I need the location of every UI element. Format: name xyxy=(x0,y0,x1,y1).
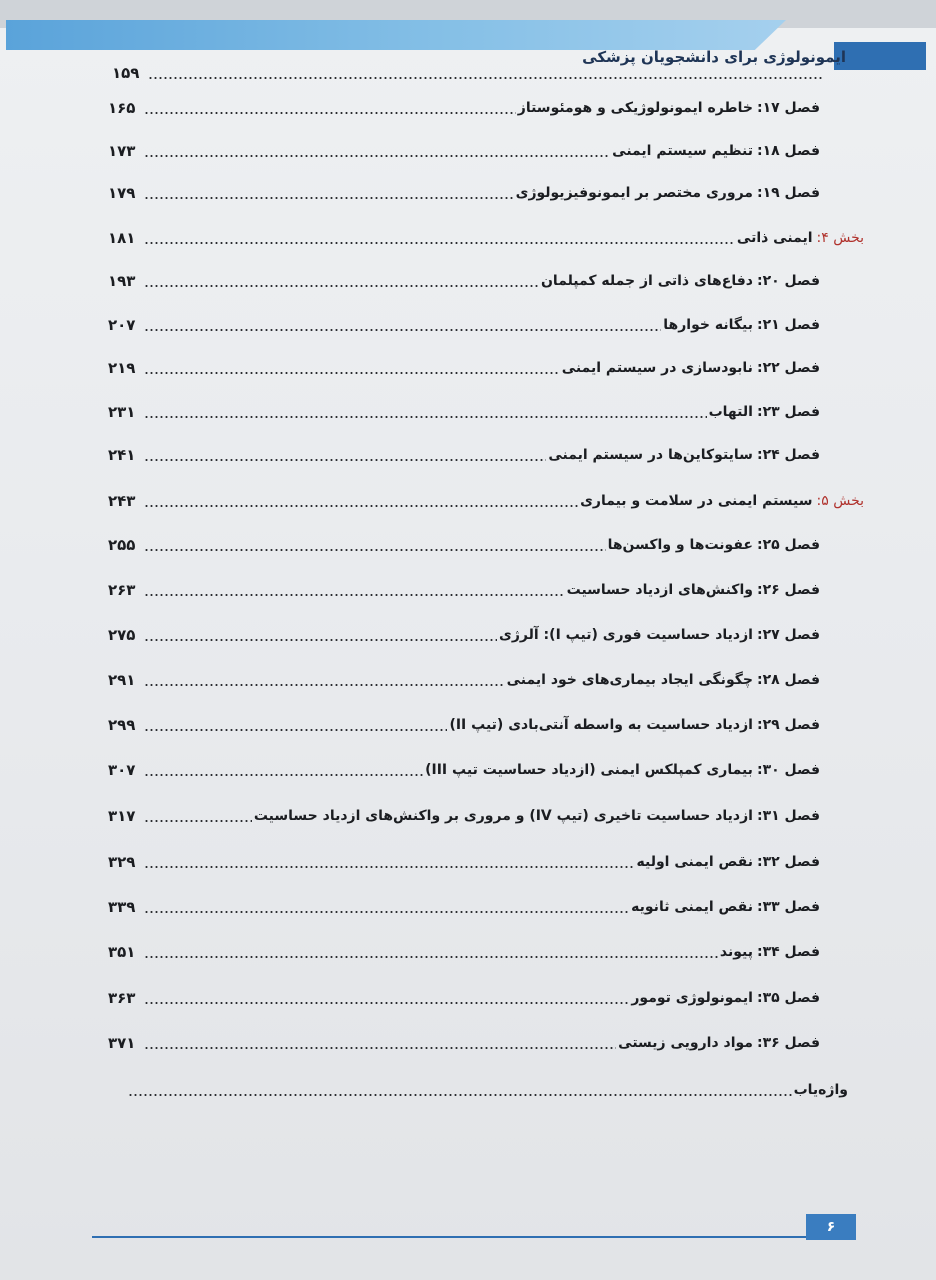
toc-title-text: التهاب xyxy=(708,404,753,420)
toc-row xyxy=(108,849,820,875)
dot-leader xyxy=(144,639,497,641)
toc-title xyxy=(548,447,820,463)
toc-row xyxy=(108,939,820,965)
dot-leader xyxy=(148,77,822,79)
toc-page-number: ۳۵۱ xyxy=(108,943,136,961)
toc-title xyxy=(541,273,820,289)
dot-leader xyxy=(144,285,539,287)
toc-title-text: ازدیاد حساسیت تاخیری (تیپ IV) و مروری بر واکنش‌های ازدیاد حساسیت xyxy=(253,808,753,824)
toc-title-text: خاطره ایمونولوژیکی و هومئوستاز xyxy=(517,100,753,116)
chapter-label: فصل ۱۸: xyxy=(756,143,820,159)
toc-page-number: ۳۲۹ xyxy=(108,853,136,871)
toc-row xyxy=(108,312,820,338)
toc-title xyxy=(631,990,820,1006)
toc-title xyxy=(516,185,820,201)
toc-row xyxy=(108,399,820,425)
part-label: بخش ۴: xyxy=(816,230,864,246)
toc-title-text: سیستم ایمنی در سلامت و بیماری xyxy=(580,493,813,509)
toc-row xyxy=(108,1030,820,1056)
toc-title-text: ازدیاد حساسیت به واسطه آنتی‌بادی (تیپ II) xyxy=(449,717,753,733)
toc-page-number: ۳۶۳ xyxy=(108,989,136,1007)
toc-title xyxy=(709,404,820,420)
book-title: ایمونولوژی برای دانشجویان پزشکی xyxy=(582,48,846,66)
dot-leader xyxy=(144,956,718,958)
chapter-label: فصل ۲۶: xyxy=(756,582,820,598)
dot-leader xyxy=(144,594,565,596)
toc-page-number: ۲۳۱ xyxy=(108,403,136,421)
chapter-label: فصل ۳۲: xyxy=(756,854,820,870)
toc-page-number: ۱۹۳ xyxy=(108,272,136,290)
toc-title xyxy=(449,717,820,733)
toc-title xyxy=(618,1035,820,1051)
toc-row xyxy=(108,95,820,121)
toc-title-text: عفونت‌ها و واکسن‌ها xyxy=(607,537,753,553)
toc-title xyxy=(608,537,820,553)
toc-title-text: مروری مختصر بر ایمونوفیزیولوژی xyxy=(515,185,753,201)
toc-title xyxy=(567,582,820,598)
toc-title-text: ایمنی ذاتی xyxy=(736,230,813,246)
toc-title xyxy=(631,899,820,915)
chapter-label: فصل ۳۳: xyxy=(756,899,820,915)
dot-leader xyxy=(144,684,505,686)
toc-page-number: ۲۱۹ xyxy=(108,359,136,377)
toc-title xyxy=(580,493,864,509)
toc-title xyxy=(518,100,820,116)
toc-title-text: نقص ایمنی ثانویه xyxy=(631,899,753,915)
toc-title-text: ایمونولوژی تومور xyxy=(631,990,753,1006)
toc-page-number: ۱۸۱ xyxy=(108,229,136,247)
chapter-label: فصل ۲۷: xyxy=(756,627,820,643)
toc-page-number: ۱۷۳ xyxy=(108,142,136,160)
toc-row xyxy=(108,532,820,558)
dot-leader xyxy=(144,112,516,114)
dot-leader xyxy=(144,1047,616,1049)
dot-leader xyxy=(144,197,514,199)
chapter-label: فصل ۲۲: xyxy=(756,360,820,376)
toc-title-text: نقص ایمنی اولیه xyxy=(636,854,753,870)
toc-title-text: سایتوکاین‌ها در سیستم ایمنی xyxy=(548,447,753,463)
chapter-label: فصل ۲۵: xyxy=(756,537,820,553)
toc-row xyxy=(108,803,820,829)
toc-title xyxy=(507,672,820,688)
toc-title xyxy=(425,762,820,778)
dot-leader xyxy=(144,866,634,868)
toc-row xyxy=(108,667,820,693)
toc-page-number: ۲۴۳ xyxy=(108,492,136,510)
part-label: بخش ۵: xyxy=(816,493,864,509)
chapter-label: فصل ۲۰: xyxy=(756,273,820,289)
chapter-label: فصل ۲۴: xyxy=(756,447,820,463)
dot-leader xyxy=(144,459,546,461)
toc-row xyxy=(108,442,820,468)
toc-title-text: ازدیاد حساسیت فوری (تیپ I): آلرژی xyxy=(499,627,753,643)
toc-row xyxy=(108,268,820,294)
toc-title xyxy=(562,360,820,376)
toc-title-text: واکنش‌های ازدیاد حساسیت xyxy=(566,582,753,598)
chapter-label: فصل ۳۴: xyxy=(756,944,820,960)
chapter-label: فصل ۲۹: xyxy=(756,717,820,733)
dot-leader xyxy=(144,416,707,418)
toc-page-number: ۱۷۹ xyxy=(108,184,136,202)
dot-leader xyxy=(144,729,447,731)
toc-page-number: ۱۵۹ xyxy=(112,64,140,82)
toc-title-text: پیوند xyxy=(719,944,753,960)
toc-row xyxy=(108,985,820,1011)
dot-leader xyxy=(144,372,560,374)
dot-leader xyxy=(144,505,578,507)
dot-leader xyxy=(144,774,423,776)
chapter-label: فصل ۲۱: xyxy=(756,317,820,333)
toc-title-text: بیماری کمپلکس ایمنی (ازدیاد حساسیت تیپ III) xyxy=(425,762,753,778)
toc-title-text: واژه‌یاب xyxy=(793,1082,848,1098)
dot-leader xyxy=(144,820,252,822)
toc-part-row xyxy=(108,225,864,251)
toc-page-number: ۳۱۷ xyxy=(108,807,136,825)
toc-title-text: بیگانه خوارها xyxy=(663,317,753,333)
toc-row xyxy=(112,60,824,86)
dot-leader xyxy=(144,911,629,913)
dot-leader xyxy=(144,1002,629,1004)
chapter-label: فصل ۱۹: xyxy=(756,185,820,201)
toc-row xyxy=(108,180,820,206)
toc-row xyxy=(108,622,820,648)
dot-leader xyxy=(128,1094,792,1096)
toc-page-number: ۱۶۵ xyxy=(108,99,136,117)
toc-part-row xyxy=(92,1077,848,1103)
toc-title-text: چگونگی ایجاد بیماری‌های خود ایمنی xyxy=(506,672,753,688)
toc-title xyxy=(720,944,820,960)
toc-page-number: ۳۳۹ xyxy=(108,898,136,916)
toc-row xyxy=(108,577,820,603)
toc-row xyxy=(108,355,820,381)
toc-page-number: ۲۰۷ xyxy=(108,316,136,334)
footer-line xyxy=(92,1236,808,1238)
dot-leader xyxy=(144,329,661,331)
toc-title xyxy=(737,230,864,246)
toc-title xyxy=(499,627,820,643)
toc-title-text: مواد دارویی زیستی xyxy=(618,1035,753,1051)
toc-title-text: دفاع‌های ذاتی از جمله کمپلمان xyxy=(540,273,753,289)
toc-title-text: نابودسازی در سیستم ایمنی xyxy=(561,360,753,376)
toc-page-number: ۳۰۷ xyxy=(108,761,136,779)
dot-leader xyxy=(144,549,606,551)
toc-title-text: تنظیم سیستم ایمنی xyxy=(612,143,753,159)
page-number: ۶ xyxy=(806,1214,856,1240)
toc-page-number: ۲۹۱ xyxy=(108,671,136,689)
toc-row xyxy=(108,757,820,783)
chapter-label: فصل ۱۷: xyxy=(756,100,820,116)
chapter-label: فصل ۳۶: xyxy=(756,1035,820,1051)
toc-page-number: ۲۵۵ xyxy=(108,536,136,554)
toc-row xyxy=(108,894,820,920)
toc-page-number: ۳۷۱ xyxy=(108,1034,136,1052)
toc-row xyxy=(108,138,820,164)
toc-page-number: ۲۴۱ xyxy=(108,446,136,464)
dot-leader xyxy=(144,155,610,157)
toc-row xyxy=(108,712,820,738)
toc-page-number: ۲۶۳ xyxy=(108,581,136,599)
toc-title xyxy=(254,808,820,824)
toc-title xyxy=(636,854,820,870)
toc-title xyxy=(663,317,820,333)
chapter-label: فصل ۳۱: xyxy=(756,808,820,824)
dot-leader xyxy=(144,242,735,244)
toc-part-row xyxy=(108,488,864,514)
chapter-label: فصل ۲۳: xyxy=(756,404,820,420)
toc-page-number: ۲۷۵ xyxy=(108,626,136,644)
toc-title xyxy=(612,143,820,159)
toc-title xyxy=(794,1082,848,1098)
chapter-label: فصل ۳۵: xyxy=(756,990,820,1006)
chapter-label: فصل ۲۸: xyxy=(756,672,820,688)
toc-page-number: ۲۹۹ xyxy=(108,716,136,734)
chapter-label: فصل ۳۰: xyxy=(756,762,820,778)
